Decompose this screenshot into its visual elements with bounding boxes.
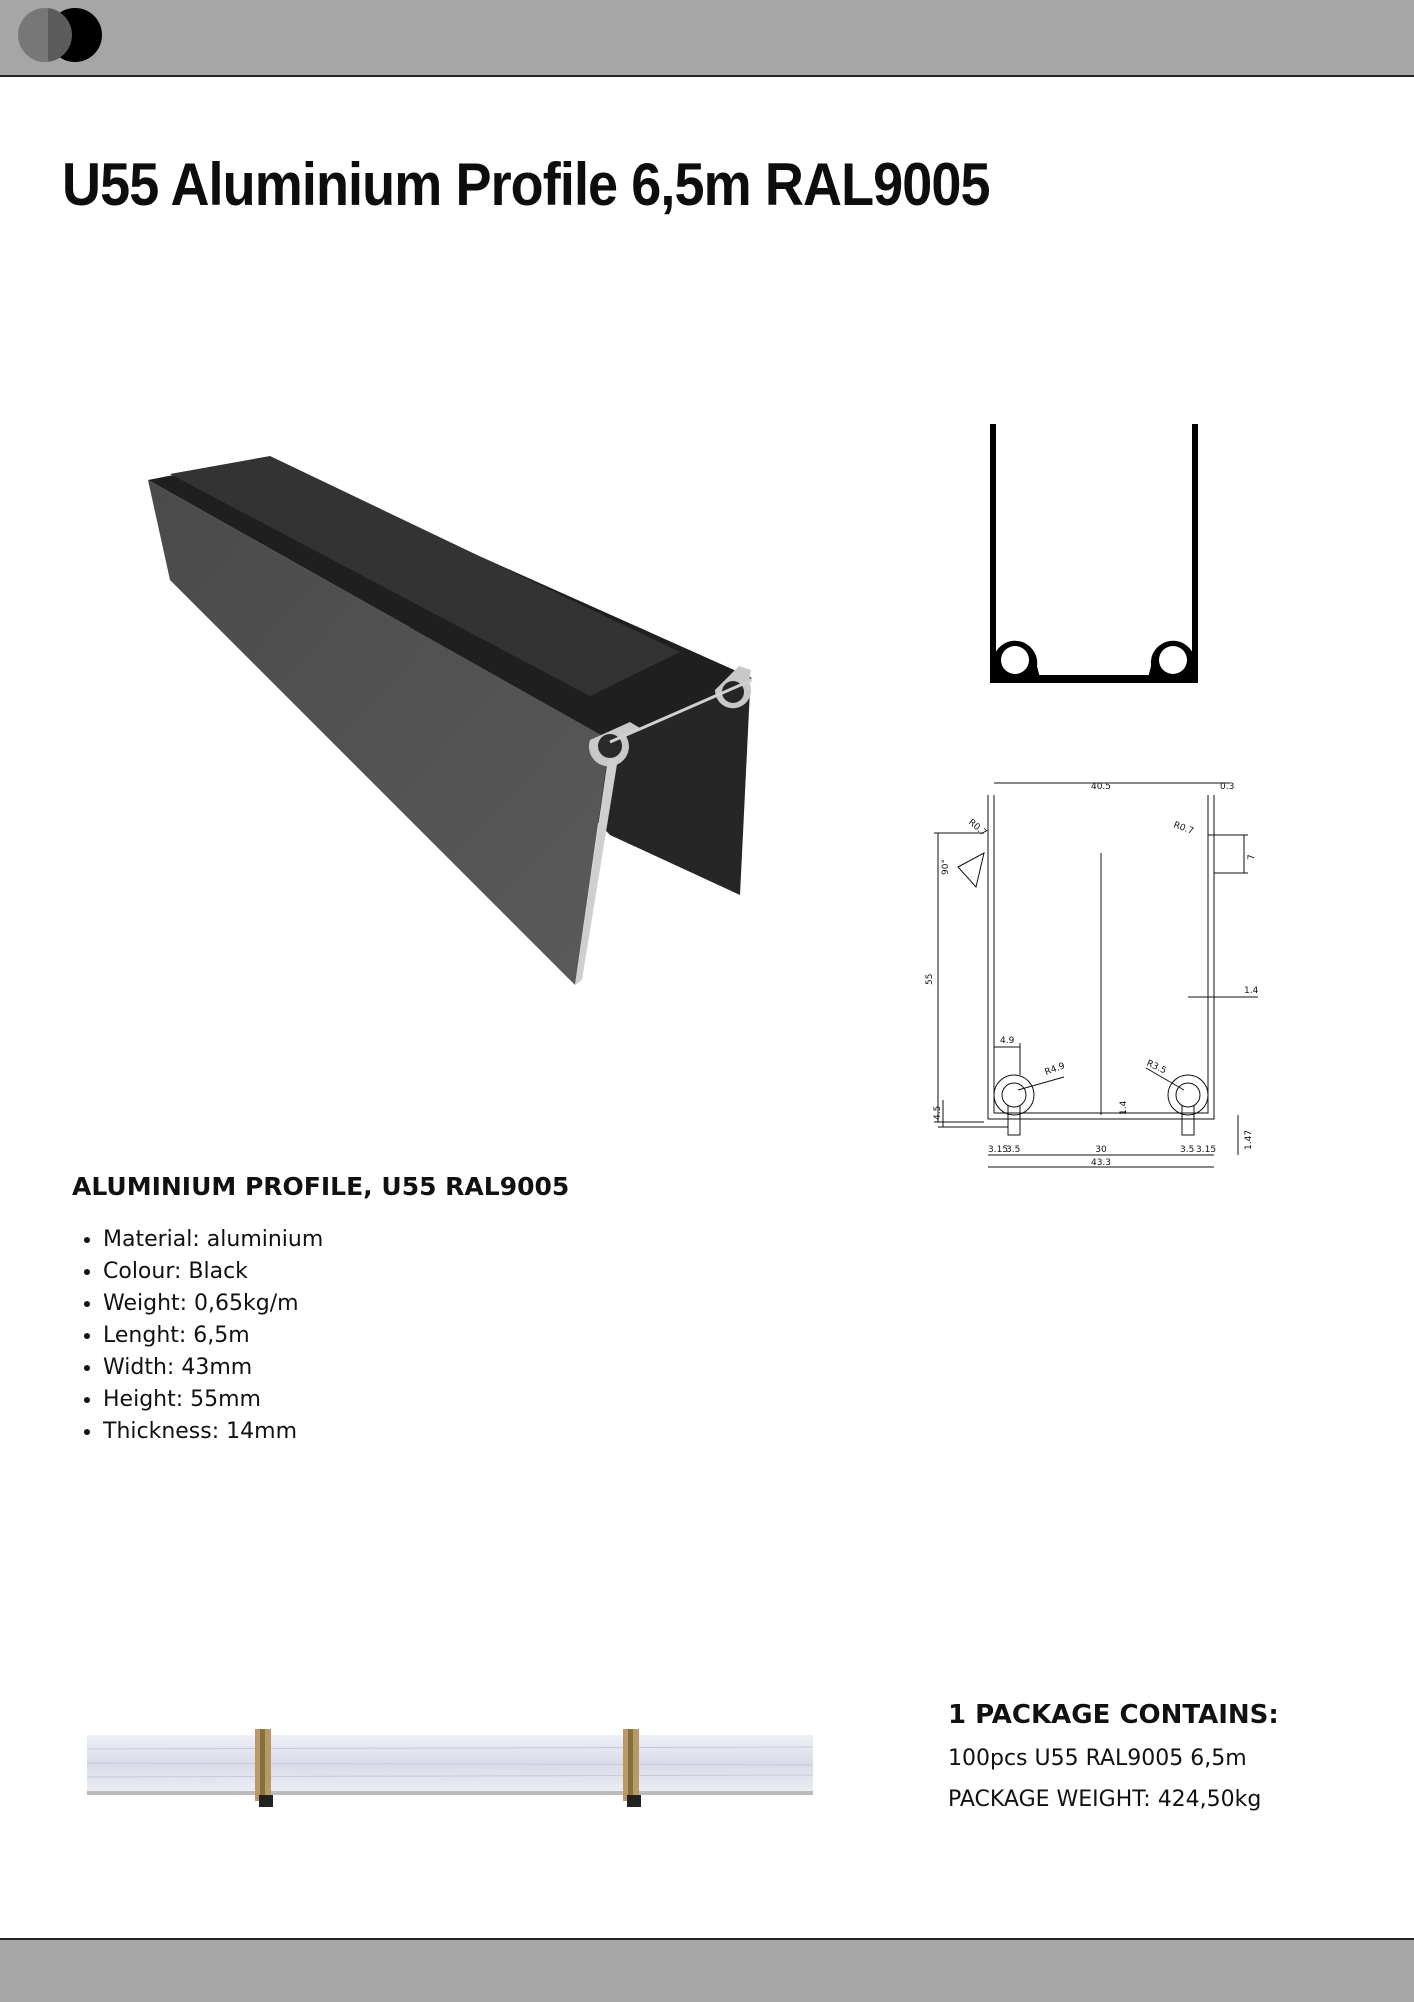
spec-length: • Lenght: 6,5m	[103, 1320, 323, 1352]
dim-base-right: 1.47	[1244, 1129, 1254, 1150]
dim-r-groove-left: R4.9	[1043, 1061, 1067, 1078]
dim-r-left: R0.7	[966, 817, 989, 839]
spec-width: • Width: 43mm	[103, 1352, 323, 1384]
dim-b2: 3.5	[1006, 1145, 1021, 1155]
dim-base-height: 4.5	[933, 1105, 943, 1120]
spec-list	[72, 1224, 323, 1448]
dim-angle: 90°	[941, 859, 951, 875]
spec-heading: ALUMINIUM PROFILE, U55 RAL9005	[72, 1172, 570, 1201]
spec-height: • Height: 55mm	[103, 1384, 323, 1416]
spec-colour: • Colour: Black	[103, 1256, 323, 1288]
dim-top-width: 40.5	[1090, 782, 1112, 792]
dim-height: 55	[925, 973, 935, 985]
spec-material: • Material: aluminium	[103, 1224, 323, 1256]
black-u-profile-photo	[140, 440, 780, 1000]
header-bar	[0, 0, 1414, 77]
technical-dimension-drawing	[918, 775, 1268, 1175]
dim-b1: 3.15	[988, 1145, 1009, 1155]
package-heading: 1 PACKAGE CONTAINS:	[948, 1700, 1279, 1730]
logo-icon[interactable]	[18, 8, 102, 62]
dim-groove: 4.9	[1000, 1036, 1015, 1046]
spec-thickness: • Thickness: 14mm	[103, 1416, 323, 1448]
dim-lip: 0.3	[1220, 782, 1235, 792]
dim-r-right: R0.7	[1171, 820, 1195, 837]
dim-flange: 7	[1247, 854, 1257, 860]
dim-overall: 43.3	[1090, 1158, 1112, 1168]
dim-wall: 1.4	[1244, 986, 1259, 996]
page-title: U55 Aluminium Profile 6,5m RAL9005	[62, 151, 990, 218]
dim-b3: 30	[1095, 1145, 1107, 1155]
package-weight: PACKAGE WEIGHT: 424,50kg	[948, 1787, 1262, 1812]
dim-b5: 3.15	[1196, 1145, 1217, 1155]
wrapped-profile-bundle-photo	[85, 1725, 815, 1815]
dim-b4: 3.5	[1180, 1145, 1195, 1155]
package-contents: 100pcs U55 RAL9005 6,5m	[948, 1746, 1247, 1771]
spec-weight: • Weight: 0,65kg/m	[103, 1288, 323, 1320]
dim-r-groove-right: R3.5	[1144, 1058, 1168, 1077]
dim-base-wall: 1.4	[1119, 1100, 1129, 1115]
footer-bar	[0, 1938, 1414, 2002]
u-profile-cross-section-icon	[985, 420, 1205, 690]
